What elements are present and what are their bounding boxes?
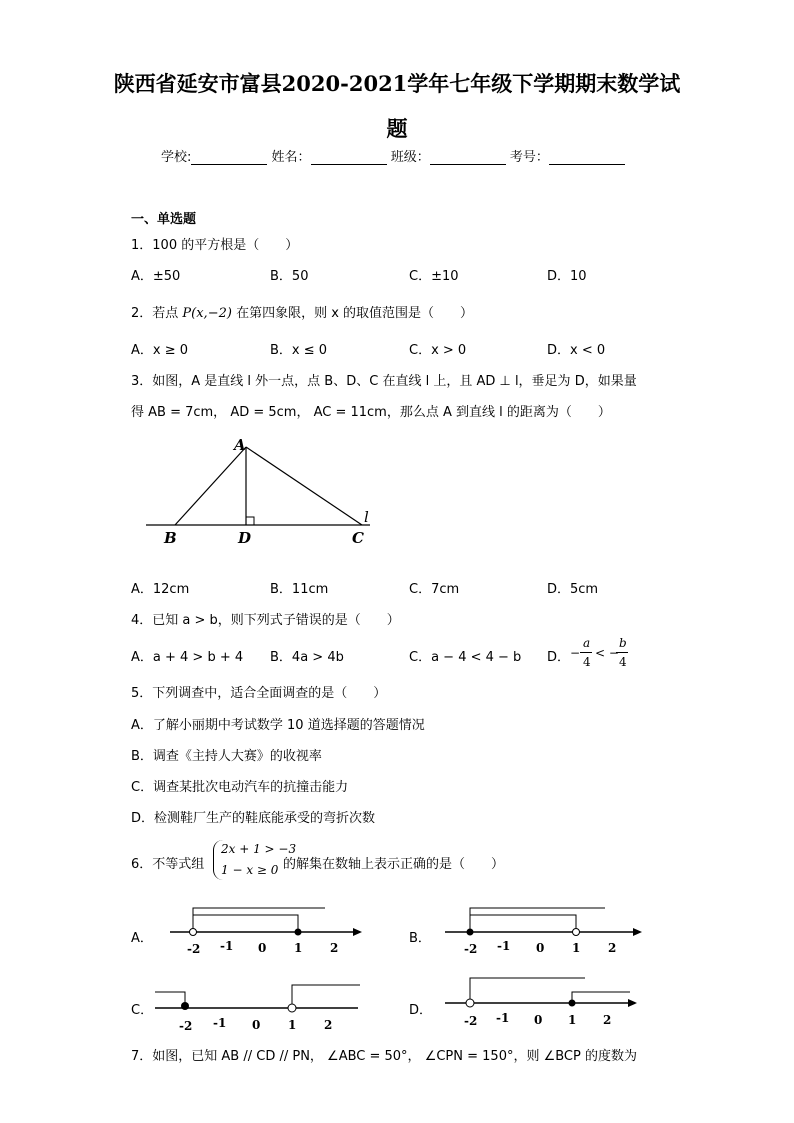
q2-option-c[interactable]: C．x > 0: [409, 343, 467, 358]
class-label: 班级：: [390, 150, 430, 165]
svg-text:0: 0: [258, 941, 267, 955]
question-3-line-1: 3．如图，A 是直线 l 外一点，点 B、D、C 在直线 l 上，且 AD ⊥ l，垂足为 D，如果量: [131, 374, 637, 389]
question-1: 1．100 的平方根是（ ）: [131, 238, 299, 253]
svg-text:0: 0: [534, 1013, 543, 1027]
inequality-1: 2x + 1 > −3: [221, 842, 297, 856]
svg-text:-1: -1: [497, 939, 511, 953]
q1-option-b[interactable]: B．50: [270, 269, 309, 284]
svg-text:-2: -2: [187, 942, 201, 956]
svg-text:2: 2: [603, 1013, 612, 1027]
q3-option-a[interactable]: A．12cm: [131, 582, 190, 597]
exam-no-blank[interactable]: [549, 150, 625, 165]
svg-text:-2: -2: [464, 1014, 478, 1028]
svg-text:-2: -2: [179, 1019, 193, 1033]
q1-option-c[interactable]: C．±10: [409, 269, 459, 284]
svg-text:-1: -1: [220, 939, 234, 953]
q6-option-a[interactable]: A．: [131, 931, 153, 946]
svg-text:1: 1: [288, 1018, 297, 1032]
school-label: 学校:: [161, 150, 192, 165]
name-blank[interactable]: [311, 150, 387, 165]
page-title-continued: 题: [386, 116, 408, 141]
page-title: 陕西省延安市富县2020-2021学年七年级下学期期末数学试: [113, 71, 681, 96]
svg-text:0: 0: [252, 1018, 261, 1032]
label-a: A: [234, 436, 246, 454]
question-4: 4．已知 a > b，则下列式子错误的是（ ）: [131, 613, 400, 628]
svg-text:-1: -1: [213, 1016, 227, 1030]
svg-text:0: 0: [536, 941, 545, 955]
svg-text:-1: -1: [496, 1011, 510, 1025]
class-blank[interactable]: [430, 150, 506, 165]
q1-option-d[interactable]: D．10: [547, 269, 587, 284]
svg-text:2: 2: [330, 941, 339, 955]
number-line-d: [440, 970, 645, 1030]
q5-option-a[interactable]: A．了解小丽期中考试数学 10 道选择题的答题情况: [131, 718, 425, 733]
school-blank[interactable]: [191, 150, 267, 165]
question-2: 2．若点 P(x,−2) 在第四象限，则 x 的取值范围是（ ）: [131, 306, 474, 321]
question-6: 6．不等式组: [131, 857, 205, 872]
q4-option-a[interactable]: A．a + 4 > b + 4: [131, 650, 244, 665]
question-3-line-2: 得 AB = 7cm， AD = 5cm， AC = 11cm，那么点 A 到直线 l 的距离为（ ）: [131, 405, 611, 420]
number-line-c: [150, 975, 365, 1035]
q2-option-d[interactable]: D．x < 0: [547, 343, 606, 358]
label-d: D: [238, 529, 252, 547]
label-l: l: [364, 508, 369, 526]
q4-option-d[interactable]: D．: [547, 650, 571, 665]
label-c: C: [352, 529, 364, 547]
q6-option-d[interactable]: D．: [409, 1003, 433, 1018]
segment-ab: [175, 447, 246, 525]
q4-option-d-expression: − a 4 < − b 4: [570, 636, 627, 669]
q3-option-b[interactable]: B．11cm: [270, 582, 329, 597]
svg-text:1: 1: [294, 941, 303, 955]
svg-text:2: 2: [608, 941, 617, 955]
q3-option-c[interactable]: C．7cm: [409, 582, 460, 597]
q2-option-b[interactable]: B．x ≤ 0: [270, 343, 328, 358]
q5-option-d[interactable]: D．检测鞋厂生产的鞋底能承受的弯折次数: [131, 811, 376, 826]
question-7: 7．如图，已知 AB // CD // PN， ∠ABC = 50°， ∠CPN = 150°，则 ∠BCP 的度数为: [131, 1049, 637, 1064]
triangle-figure: [140, 432, 390, 552]
segment-ac: [246, 447, 362, 525]
inequality-2: 1 − x ≥ 0: [221, 863, 279, 877]
svg-text:-2: -2: [464, 942, 478, 956]
q5-option-b[interactable]: B．调查《主持人大赛》的收视率: [131, 749, 322, 764]
q1-option-a[interactable]: A．±50: [131, 269, 181, 284]
q5-option-c[interactable]: C．调查某批次电动汽车的抗撞击能力: [131, 780, 349, 795]
q6-option-b[interactable]: B．: [409, 931, 431, 946]
svg-text:1: 1: [568, 1013, 577, 1027]
number-line-a: [165, 905, 370, 960]
q6-option-c[interactable]: C．: [131, 1003, 154, 1018]
exam-no-label: 考号：: [509, 150, 549, 165]
number-line-b: [440, 905, 645, 960]
svg-text:2: 2: [324, 1018, 333, 1032]
q4-option-c[interactable]: C．a − 4 < 4 − b: [409, 650, 522, 665]
section-heading: 一、单选题: [131, 212, 197, 227]
question-5: 5．下列调查中，适合全面调查的是（ ）: [131, 686, 387, 701]
q4-option-b[interactable]: B．4a > 4b: [270, 650, 344, 665]
q2-option-a[interactable]: A．x ≥ 0: [131, 343, 189, 358]
q3-option-d[interactable]: D．5cm: [547, 582, 599, 597]
right-angle-mark: [246, 517, 254, 525]
name-label: 姓名：: [271, 150, 311, 165]
label-b: B: [164, 529, 177, 547]
point-expression: P(x,−2): [182, 306, 232, 321]
student-info-row: [161, 146, 625, 165]
question-6-post: 的解集在数轴上表示正确的是（ ）: [283, 857, 505, 872]
svg-text:1: 1: [572, 941, 581, 955]
